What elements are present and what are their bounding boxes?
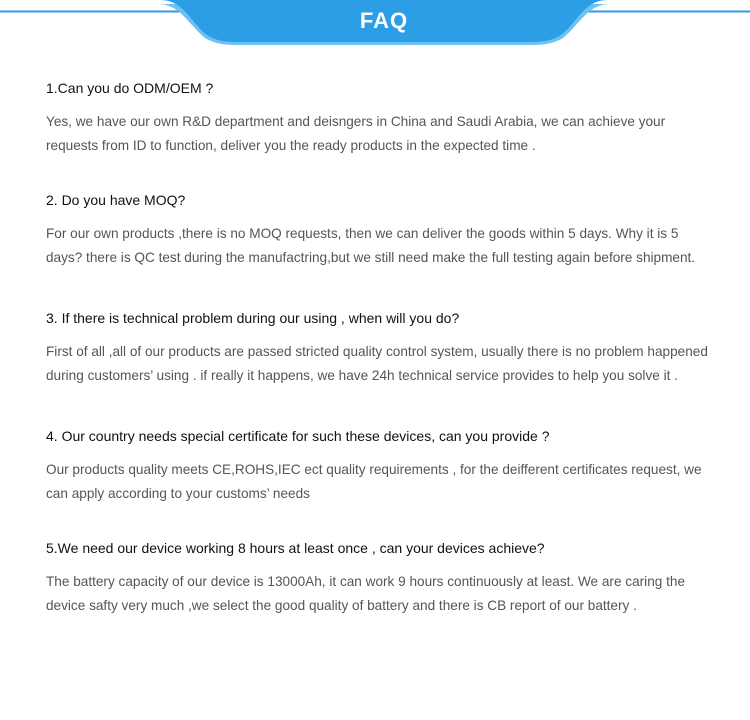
faq-question: 3. If there is technical problem during our using , when will you do? <box>46 310 460 326</box>
faq-question: 1.Can you do ODM/OEM ? <box>46 80 214 96</box>
faq-item-1 <box>46 80 716 158</box>
page-title: FAQ <box>359 8 409 33</box>
faq-question: 4. Our country needs special certificate for such these devices, can you provide ? <box>46 428 550 444</box>
faq-answer: First of all ,all of our products are passed stricted quality control system, usually there is no problem happened during customers’ using . if really it happens, we have 24h technical service provides to help you solve it . <box>46 344 708 383</box>
faq-item-5 <box>46 540 716 618</box>
faq-question: 2. Do you have MOQ? <box>46 192 186 208</box>
faq-item-2 <box>46 192 716 270</box>
faq-answer: Our products quality meets CE,ROHS,IEC ect quality requirements , for the deifferent certificates request, we can apply according to your customs’ needs <box>46 462 702 501</box>
faq-answer: For our own products ,there is no MOQ requests, then we can deliver the goods within 5 days. Why it is 5 days? there is QC test during the manufactring,but we still need make the full testing again before shipment. <box>46 226 696 265</box>
faq-item-3 <box>46 310 716 388</box>
faq-list <box>46 80 716 618</box>
faq-question: 5.We need our device working 8 hours at least once , can your devices achieve? <box>46 540 545 556</box>
faq-answer: Yes, we have our own R&D department and deisngers in China and Saudi Arabia, we can achieve your requests from ID to function, deliver you the ready products in the expected time . <box>46 114 666 153</box>
faq-item-4 <box>46 428 716 506</box>
faq-header <box>0 0 750 50</box>
faq-answer: The battery capacity of our device is 13000Ah, it can work 9 hours continuously at least. We are caring the device safty very much ,we select the good quality of battery and there is CB report of our battery . <box>46 574 685 613</box>
